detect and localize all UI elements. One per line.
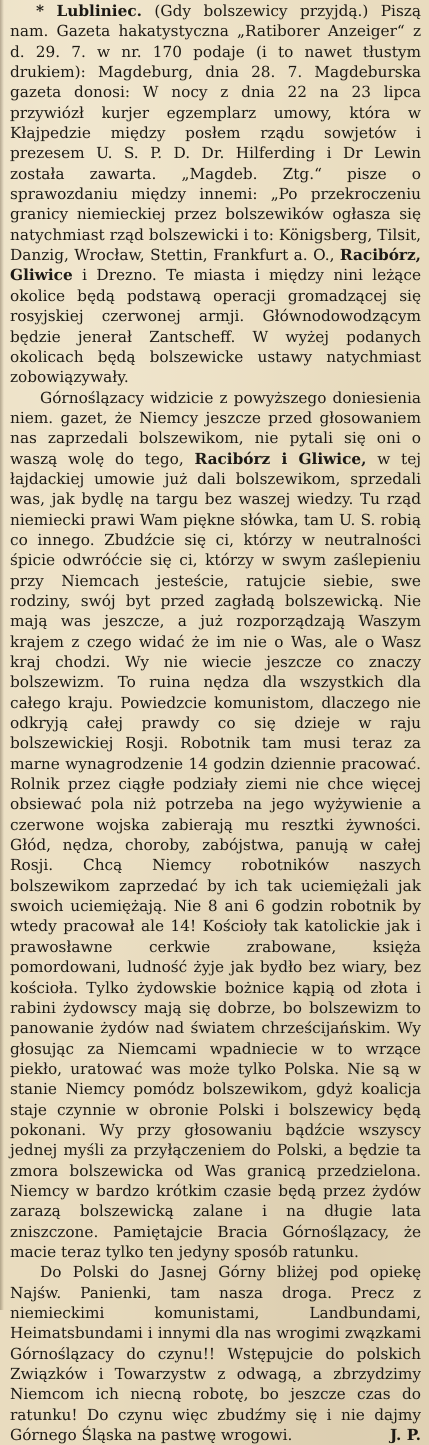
lead-marker: * [36, 2, 44, 20]
paragraph-1-rest: i Drezno. Te miasta i między nini leżące okolice będą podstawą operacji gromadzącej się rosyjskiej czerwonej armji. Głównodowodzącym będzie jenerał Zantscheff. W wyżej podanych okolicach będą bolszewicke ustawy natychmiast zobowiązywały. [10, 266, 421, 387]
article-paragraph-1 [10, 1, 421, 388]
signature: J. P. [390, 1426, 421, 1445]
dateline: Lubliniec. [56, 2, 142, 20]
bold-cities-2: Racibórz i Gliwice, [194, 449, 367, 468]
paragraph-2-start: Górnoślązacy widzicie z powyższego doniesienia niem. gazet, że Niemcy jeszcze przed głosowaniem nas zaprzedali bolszewikom, nie pytali się oni o waszą wolę do tego, [10, 388, 421, 468]
article-paragraph-2 [10, 388, 421, 1263]
paragraph-3-text: Do Polski do Jasnej Górny bliżej pod opiekę Najśw. Panienki, tam nasza droga. Precz z niemieckimi komunistami, Landbundami, Heimatsbundami i innymi dla nas wrogimi zwązkami Górnoślązacy do czynu!! Wstępujcie do polskich Związków i Towarzystw z odwagą, a zbrzydzimy Niemcom ich niecną robotę, bo jeszcze czas do ratunku! Do czynu więc zbudźmy się i nie dajmy Górnego Śląska na pastwę wrogowi. [10, 1263, 421, 1445]
bold-cities-1: Racibórz, Gliwice [10, 246, 421, 285]
column-shadow [0, 0, 4, 1310]
paragraph-1-intro: (Gdy bolszewicy przyjdą.) Piszą nam. Gazeta hakatystyczna „Ratiborer Anzeiger“ z d. 29. 7. w nr. 170 podaje (i to nawet tłustym drukiem): Magdeburg, dnia 28. 7. Magdeburska gazeta donosi: W nocy z dnia 22 na 23 lipca przywiózł kurjer egzemplarz umowy, która w Kłajpedzie między posłem rządu sowjetów i prezesem U. S. P. D. Dr. Hilferding i Dr Lewin została zawarta. „Magdeb. Ztg.“ pisze o sprawozdaniu między innemi: „Po przekroczeniu granicy niemieckiej przez bolszewików ogłasza się natychmiast rząd bolszewicki i to: Königsberg, Tilsit, Danzig, Wrocław, Stettin, Frankfurt a. O., [10, 2, 421, 265]
paragraph-2-rest: w tej łajdackiej umowie już dali bolszewikom, sprzedali was, jak bydlę na targu bez waszej wiedzy. Tu rząd niemiecki prawi Wam piękne słówka, tam U. S. robią co innego. Zbudźcie się ci, którzy w neutralności śpicie odwróćcie się ci, którzy w swym zaślepieniu przy Niemcach jesteście, ratujcie siebie, swe rodziny, swój byt przed zagładą bolszewicką. Nie mają was jeszcze, a już rozporządzają Waszym krajem z czego widać że im nie o Was, ale o Wasz kraj chodzi. Wy nie wiecie jeszcze co znaczy bolszewizm. To ruina nędza dla wszystkich dla całego kraju. Powiedzcie komunistom, dlaczego nie odkryją całej prawdy co się dzieje w raju bolszewickiej Rosji. Robotnik tam musi teraz za marne wynagrodzenie 14 godzin dziennie pracować. Rolnik przez ciągłe podziały ziemi nie chce więcej obsiewać pola niż potrzeba na jego wyżywienie a czerwone wojska zabierają mu resztki żywności. Głód, nędza, choroby, zabójstwa, panują w całej Rosji. Chcą Niemcy robotników naszych bolszewikom zaprzedać by ich tak uciemiężali jak swoich uciemiężają. Nie 8 ani 6 godzin robotnik by wtedy pracował ale 14! Kościoły tak katolickie jak i prawosławne cerkwie zrabowane, księża pomordowani, ludność żyje jak bydło bez wiary, bez kościoła. Tylko żydowskie bożnice kąpią od złota i rabini żydowscy mają się dobrze, bo bolszewizm to panowanie żydów nad światem chrześcijańskim. Wy głosując za Niemcami wpadniecie w to wrzące piekło, uratować was może tylko Polska. Nie są w stanie Niemcy pomódz bolszewikom, gdyż koalicja staje czynnie w obronie Polski i bolszewicy będą pokonani. Wy przy głosowaniu bądźcie wszyscy jednej myśli za przyłączeniem do Polski, a będzie ta zmora bolszewicka od Was granicą przedzielona. Niemcy w bardzo krótkim czasie będą przez żydów zarazą bolszewicką zalane i na długie lata zniszczone. Pamiętajcie Bracia Górnoślązacy, że macie teraz tylko ten jedyny sposób ratunku. [10, 449, 422, 1261]
article-paragraph-3 [10, 1262, 421, 1445]
